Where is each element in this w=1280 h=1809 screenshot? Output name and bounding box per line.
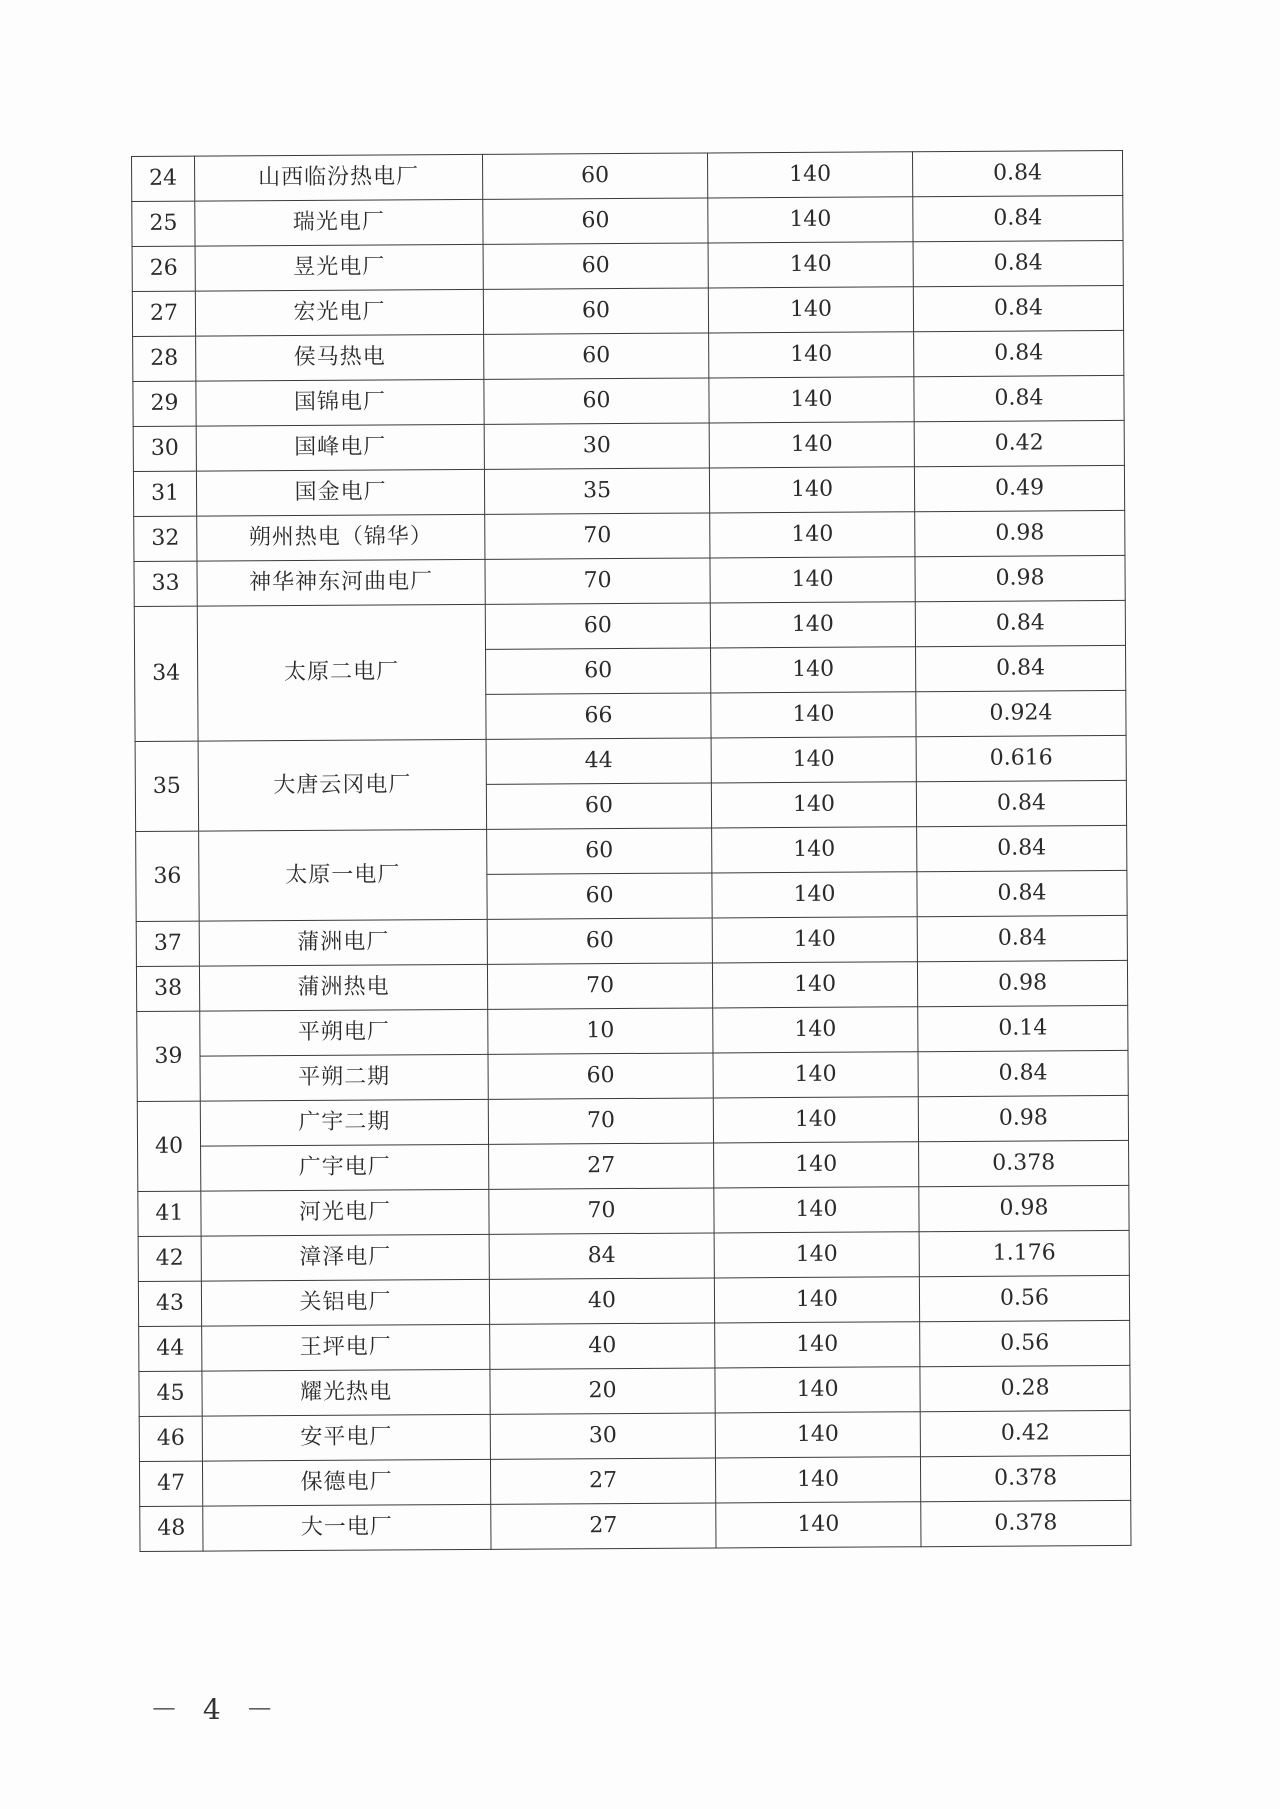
result-value-cell: 0.84 (917, 915, 1127, 961)
result-value-cell: 0.98 (915, 510, 1125, 556)
standard-value-cell: 140 (710, 557, 915, 603)
row-number-cell: 35 (135, 741, 199, 831)
plant-name-cell: 王坪电厂 (202, 1324, 490, 1371)
unit-value-cell: 60 (487, 918, 712, 964)
plant-name-cell: 关铝电厂 (201, 1279, 489, 1326)
standard-value-cell: 140 (711, 737, 916, 783)
row-number-cell: 39 (137, 1011, 201, 1101)
table-row (139, 1410, 1130, 1461)
unit-value-cell: 35 (484, 468, 709, 514)
standard-value-cell: 140 (708, 197, 913, 243)
unit-value-cell: 60 (486, 648, 711, 694)
plant-name-cell: 平朔电厂 (200, 1009, 488, 1056)
unit-value-cell: 60 (483, 243, 708, 289)
plant-name-cell: 山西临汾热电厂 (195, 154, 483, 201)
row-number-cell: 45 (139, 1371, 202, 1416)
table-row (138, 1275, 1129, 1326)
plant-name-cell: 漳泽电厂 (201, 1234, 489, 1281)
row-number-cell: 46 (139, 1416, 202, 1461)
row-number-cell: 38 (136, 966, 199, 1011)
row-number-cell: 36 (136, 831, 200, 921)
standard-value-cell: 140 (712, 917, 917, 963)
table-row (135, 735, 1126, 786)
row-number-cell: 32 (134, 516, 197, 561)
plant-name-cell: 安平电厂 (202, 1414, 490, 1461)
result-value-cell: 0.28 (920, 1365, 1130, 1411)
standard-value-cell: 140 (714, 1142, 919, 1188)
result-value-cell: 0.84 (918, 1050, 1128, 1096)
plant-name-cell: 保德电厂 (202, 1459, 490, 1506)
unit-value-cell: 60 (483, 198, 708, 244)
row-number-cell: 28 (133, 336, 196, 381)
row-number-cell: 25 (132, 201, 195, 246)
result-value-cell: 0.378 (921, 1500, 1131, 1546)
unit-value-cell: 20 (490, 1368, 715, 1414)
result-value-cell: 0.84 (912, 150, 1122, 196)
row-number-cell: 37 (136, 921, 199, 966)
table-row (138, 1185, 1129, 1236)
unit-value-cell: 70 (485, 558, 710, 604)
result-value-cell: 0.378 (919, 1140, 1129, 1186)
standard-value-cell: 140 (713, 1007, 918, 1053)
table-row (134, 510, 1125, 561)
table-row (139, 1455, 1130, 1506)
standard-value-cell: 140 (713, 1097, 918, 1143)
unit-value-cell: 60 (484, 333, 709, 379)
standard-value-cell: 140 (711, 782, 916, 828)
plant-name-cell: 国金电厂 (196, 469, 484, 516)
standard-value-cell: 140 (709, 377, 914, 423)
unit-value-cell: 27 (491, 1503, 716, 1549)
result-value-cell: 0.98 (917, 960, 1127, 1006)
row-number-cell: 41 (138, 1191, 201, 1236)
standard-value-cell: 140 (709, 467, 914, 513)
standard-value-cell: 140 (712, 962, 917, 1008)
table-body (132, 150, 1132, 1551)
plant-name-cell: 国峰电厂 (196, 424, 484, 471)
table-row (133, 420, 1124, 471)
table-row (134, 600, 1125, 651)
plant-name-cell: 河光电厂 (201, 1189, 489, 1236)
table-row (136, 825, 1127, 876)
result-value-cell: 0.84 (917, 870, 1127, 916)
table-row (132, 285, 1123, 336)
row-number-cell: 24 (132, 156, 195, 201)
standard-value-cell: 140 (714, 1277, 919, 1323)
standard-value-cell: 140 (711, 647, 916, 693)
unit-value-cell: 70 (485, 513, 710, 559)
standard-value-cell: 140 (709, 422, 914, 468)
unit-value-cell: 60 (485, 603, 710, 649)
plant-name-cell: 侯马热电 (196, 334, 484, 381)
result-value-cell: 0.56 (920, 1320, 1130, 1366)
unit-value-cell: 40 (489, 1278, 714, 1324)
standard-value-cell: 140 (708, 287, 913, 333)
plant-name-cell: 瑞光电厂 (195, 199, 483, 246)
result-value-cell: 0.84 (913, 195, 1123, 241)
unit-value-cell: 30 (490, 1413, 715, 1459)
result-value-cell: 0.378 (920, 1455, 1130, 1501)
standard-value-cell: 140 (711, 692, 916, 738)
table-row (136, 915, 1127, 966)
standard-value-cell: 140 (710, 512, 915, 558)
unit-value-cell: 70 (487, 963, 712, 1009)
standard-value-cell: 140 (708, 242, 913, 288)
row-number-cell: 26 (132, 246, 195, 291)
unit-value-cell: 84 (489, 1233, 714, 1279)
result-value-cell: 0.56 (919, 1275, 1129, 1321)
plant-name-cell: 蒲洲热电 (199, 964, 487, 1011)
row-number-cell: 47 (139, 1461, 202, 1506)
row-number-cell: 42 (138, 1236, 201, 1281)
table-row (132, 195, 1123, 246)
plant-name-cell: 广宇二期 (200, 1099, 488, 1146)
table-row (132, 150, 1123, 201)
result-value-cell: 0.84 (914, 375, 1124, 421)
table-row (133, 465, 1124, 516)
plant-name-cell: 广宇电厂 (201, 1144, 489, 1191)
plant-name-cell: 朔州热电（锦华） (197, 514, 485, 561)
row-number-cell: 29 (133, 381, 196, 426)
unit-value-cell: 30 (484, 423, 709, 469)
plant-name-cell: 昱光电厂 (195, 244, 483, 291)
result-value-cell: 0.98 (915, 555, 1125, 601)
standard-value-cell: 140 (712, 827, 917, 873)
unit-value-cell: 60 (487, 828, 712, 874)
plant-name-cell: 国锦电厂 (196, 379, 484, 426)
standard-value-cell: 140 (707, 152, 912, 198)
table-row (137, 1095, 1128, 1146)
row-number-cell: 48 (140, 1506, 203, 1551)
standard-value-cell: 140 (710, 602, 915, 648)
table-row (137, 1050, 1128, 1101)
row-number-cell: 43 (138, 1281, 201, 1326)
standard-value-cell: 140 (715, 1322, 920, 1368)
result-value-cell: 0.84 (917, 825, 1127, 871)
unit-value-cell: 60 (484, 378, 709, 424)
table-row (138, 1230, 1129, 1281)
plant-name-cell: 大唐云冈电厂 (198, 739, 487, 831)
table-row (138, 1140, 1129, 1191)
result-value-cell: 0.616 (916, 735, 1126, 781)
table-row (134, 555, 1125, 606)
row-number-cell: 31 (133, 471, 196, 516)
standard-value-cell: 140 (716, 1502, 921, 1548)
standard-value-cell: 140 (715, 1457, 920, 1503)
unit-value-cell: 27 (490, 1458, 715, 1504)
unit-value-cell: 60 (487, 873, 712, 919)
result-value-cell: 0.14 (918, 1005, 1128, 1051)
unit-value-cell: 44 (486, 738, 711, 784)
unit-value-cell: 10 (488, 1008, 713, 1054)
plant-name-cell: 神华神东河曲电厂 (197, 559, 485, 606)
plant-name-cell: 太原二电厂 (197, 604, 486, 741)
standard-value-cell: 140 (715, 1367, 920, 1413)
table-row (137, 1005, 1128, 1056)
result-value-cell: 0.98 (918, 1095, 1128, 1141)
unit-value-cell: 60 (483, 288, 708, 334)
table-row (139, 1365, 1130, 1416)
unit-value-cell: 40 (490, 1323, 715, 1369)
table-row (140, 1500, 1131, 1551)
result-value-cell: 0.42 (914, 420, 1124, 466)
standard-value-cell: 140 (712, 872, 917, 918)
result-value-cell: 0.84 (916, 780, 1126, 826)
result-value-cell: 0.84 (914, 330, 1124, 376)
unit-value-cell: 66 (486, 693, 711, 739)
result-value-cell: 1.176 (919, 1230, 1129, 1276)
row-number-cell: 40 (137, 1101, 201, 1191)
standard-value-cell: 140 (714, 1232, 919, 1278)
row-number-cell: 33 (134, 561, 197, 606)
result-value-cell: 0.84 (916, 645, 1126, 691)
row-number-cell: 30 (133, 426, 196, 471)
result-value-cell: 0.84 (915, 600, 1125, 646)
result-value-cell: 0.924 (916, 690, 1126, 736)
result-value-cell: 0.98 (919, 1185, 1129, 1231)
power-plant-table (131, 150, 1132, 1552)
standard-value-cell: 140 (709, 332, 914, 378)
row-number-cell: 34 (134, 606, 198, 741)
table-row (133, 375, 1124, 426)
plant-name-cell: 大一电厂 (203, 1504, 491, 1551)
unit-value-cell: 60 (482, 153, 707, 199)
result-value-cell: 0.84 (913, 285, 1123, 331)
unit-value-cell: 60 (486, 783, 711, 829)
row-number-cell: 27 (132, 291, 195, 336)
table-row (132, 240, 1123, 291)
standard-value-cell: 140 (715, 1412, 920, 1458)
table-row (139, 1320, 1130, 1371)
standard-value-cell: 140 (713, 1052, 918, 1098)
plant-name-cell: 宏光电厂 (195, 289, 483, 336)
unit-value-cell: 27 (489, 1143, 714, 1189)
plant-name-cell: 平朔二期 (200, 1054, 488, 1101)
unit-value-cell: 60 (488, 1053, 713, 1099)
table-row (136, 960, 1127, 1011)
result-value-cell: 0.84 (913, 240, 1123, 286)
unit-value-cell: 70 (489, 1188, 714, 1234)
unit-value-cell: 70 (488, 1098, 713, 1144)
plant-name-cell: 蒲洲电厂 (199, 919, 487, 966)
row-number-cell: 44 (139, 1326, 202, 1371)
table-row (133, 330, 1124, 381)
result-value-cell: 0.49 (914, 465, 1124, 511)
page-number: － 4 － (150, 1693, 282, 1726)
standard-value-cell: 140 (714, 1187, 919, 1233)
plant-name-cell: 耀光热电 (202, 1369, 490, 1416)
result-value-cell: 0.42 (920, 1410, 1130, 1456)
plant-name-cell: 太原一电厂 (199, 829, 488, 921)
